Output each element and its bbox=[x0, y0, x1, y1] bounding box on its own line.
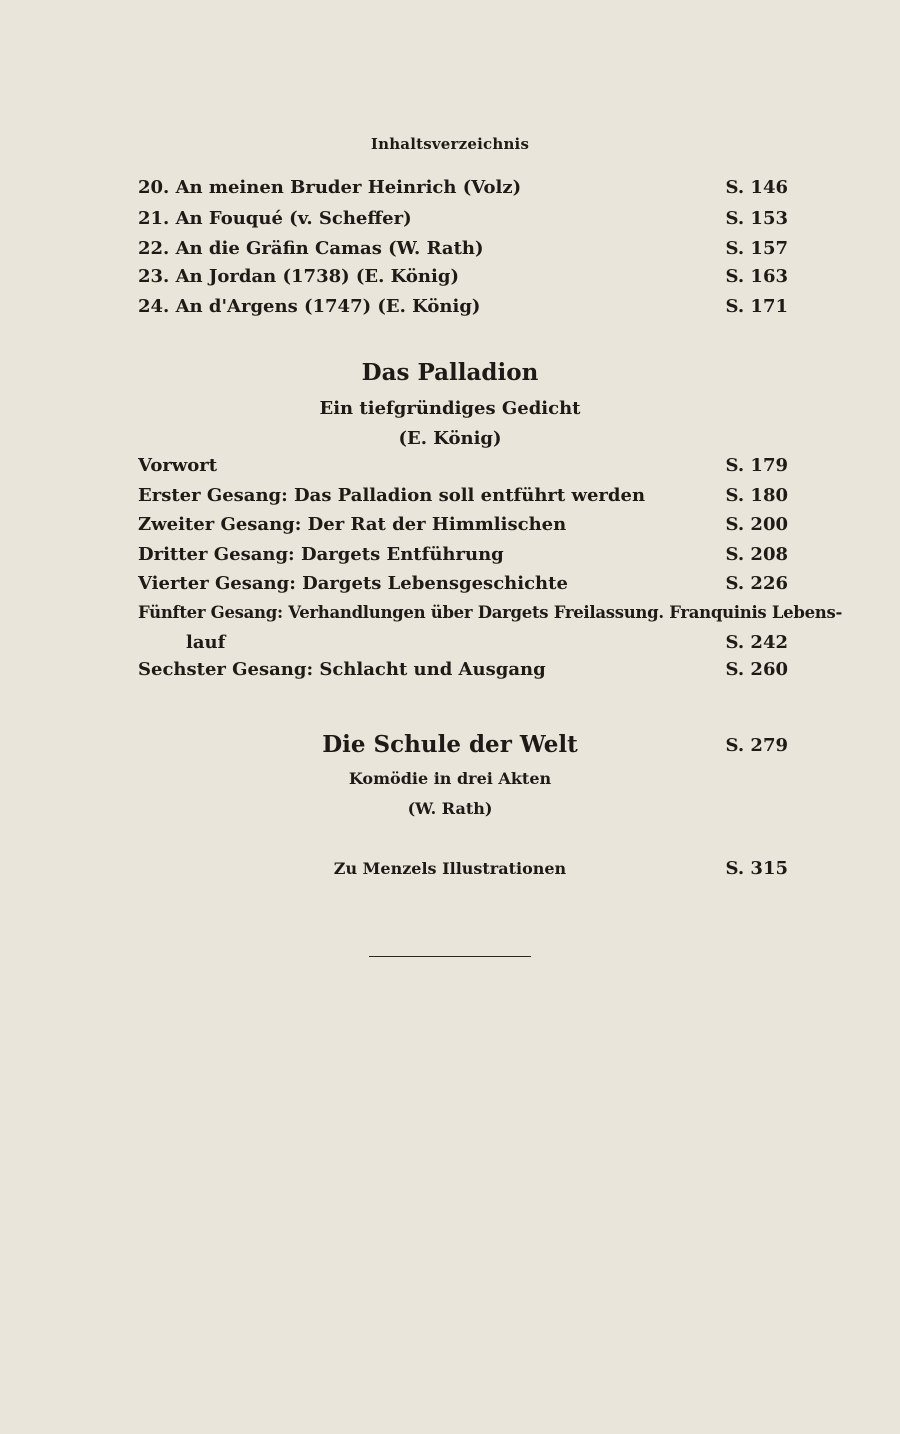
toc-entry-page: S. 242 bbox=[725, 632, 788, 653]
toc-entry bbox=[138, 234, 788, 264]
toc-entry-text: Fünfter Gesang: Verhandlungen über Dargets Freilassung. Franquinis Lebens- bbox=[138, 603, 843, 622]
toc-entry bbox=[138, 481, 788, 511]
toc-entry bbox=[138, 292, 788, 322]
toc-entry-page: S. 179 bbox=[725, 455, 788, 476]
toc-entry bbox=[138, 540, 788, 570]
toc-entry-page: S. 208 bbox=[725, 544, 788, 565]
toc-entry-text-continued: lauf bbox=[186, 632, 226, 653]
toc-entry-text: 23. An Jordan (1738) (E. König) bbox=[138, 266, 459, 287]
toc-entry bbox=[138, 173, 788, 203]
toc-entry-text: Erster Gesang: Das Palladion soll entführt werden bbox=[138, 485, 646, 506]
toc-entry-page: S. 171 bbox=[725, 296, 788, 317]
toc-entry-text: 24. An d'Argens (1747) (E. König) bbox=[138, 296, 481, 317]
toc-entry-text: 20. An meinen Bruder Heinrich (Volz) bbox=[138, 177, 522, 198]
toc-entry-page: S. 200 bbox=[725, 514, 788, 535]
toc-entry-text: Sechster Gesang: Schlacht und Ausgang bbox=[138, 659, 546, 680]
toc-entry-text: 22. An die Gräfin Camas (W. Rath) bbox=[138, 238, 484, 259]
toc-entry-page: S. 226 bbox=[725, 573, 788, 594]
section-subtitle-schule: Komödie in drei Akten bbox=[348, 769, 552, 788]
toc-entry-page: S. 180 bbox=[725, 485, 788, 506]
toc-entry-text: Dritter Gesang: Dargets Entführung bbox=[138, 544, 504, 565]
toc-entry-text: Zweiter Gesang: Der Rat der Himmlischen bbox=[138, 514, 567, 535]
toc-entry-wrapped bbox=[138, 598, 843, 656]
toc-entry-text: 21. An Fouqué (v. Scheffer) bbox=[138, 208, 412, 229]
toc-entry-page: S. 163 bbox=[725, 266, 788, 287]
section-translator-palladion: (E. König) bbox=[398, 428, 502, 449]
toc-entry-page: S. 153 bbox=[725, 208, 788, 229]
section-subtitle-palladion: Ein tiefgründiges Gedicht bbox=[319, 398, 581, 419]
section-title-schule: Die Schule der Welt bbox=[322, 731, 578, 758]
toc-entry bbox=[138, 655, 788, 685]
toc-entry bbox=[138, 451, 788, 481]
section-title-palladion: Das Palladion bbox=[361, 359, 539, 386]
closing-rule bbox=[369, 956, 531, 957]
toc-entry-page: S. 260 bbox=[725, 659, 788, 680]
section-page-schule: S. 279 bbox=[725, 735, 788, 756]
toc-entry bbox=[138, 204, 788, 234]
toc-entry-text: Vorwort bbox=[138, 455, 218, 476]
section-title-menzel: Zu Menzels Illustrationen bbox=[333, 859, 567, 878]
toc-entry-page: S. 146 bbox=[725, 177, 788, 198]
toc-entry-text: Vierter Gesang: Dargets Lebensgeschichte bbox=[138, 573, 568, 594]
toc-entry-page: S. 157 bbox=[725, 238, 788, 259]
toc-entry bbox=[138, 510, 788, 540]
toc-entry bbox=[138, 569, 788, 599]
running-head: Inhaltsverzeichnis bbox=[370, 135, 530, 153]
section-page-menzel: S. 315 bbox=[725, 858, 788, 879]
toc-entry bbox=[138, 262, 788, 292]
section-translator-schule: (W. Rath) bbox=[407, 799, 493, 818]
